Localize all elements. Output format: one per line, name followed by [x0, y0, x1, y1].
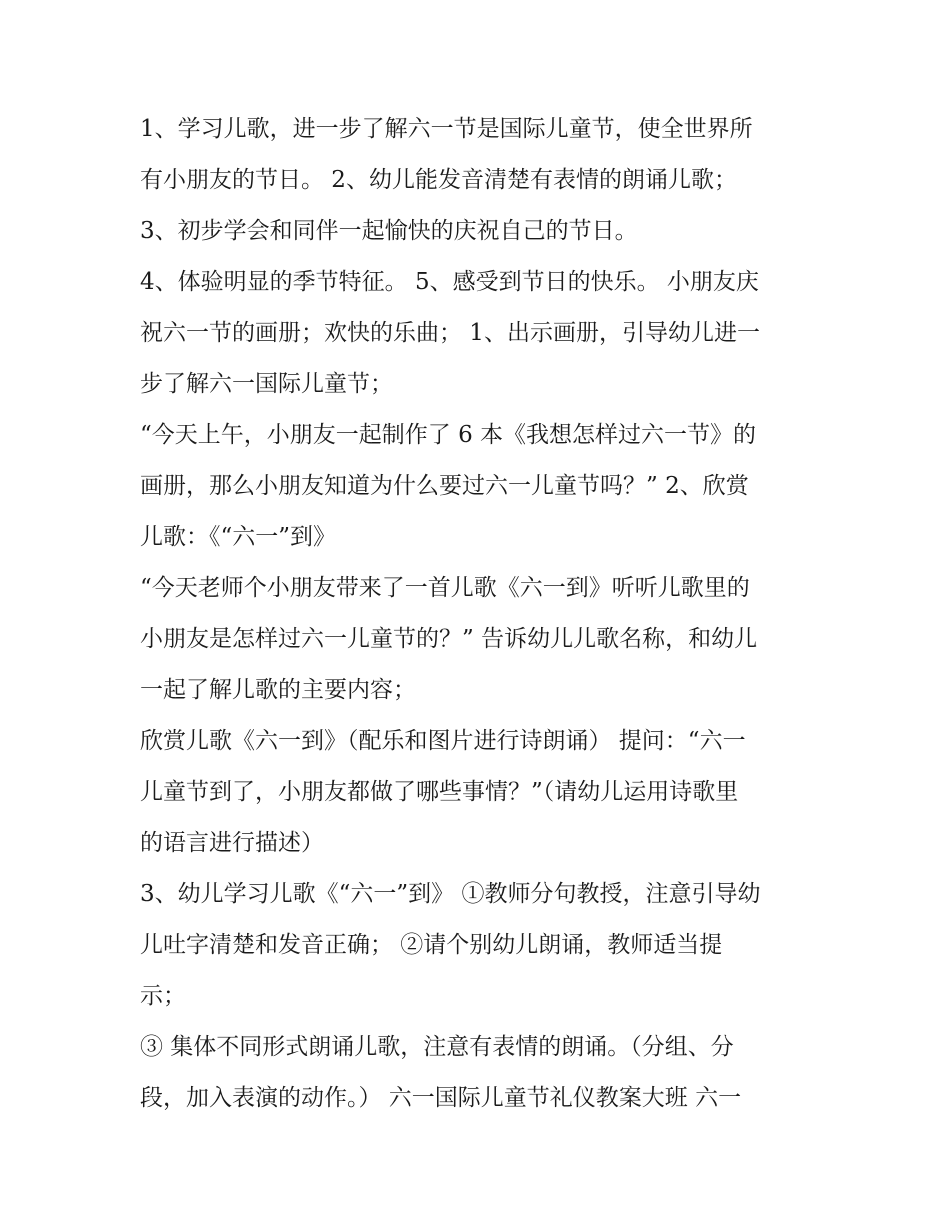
text-line: 儿歌：《“六一”到》	[140, 524, 337, 550]
text-line: 4、体验明显的季节特征。 5、感受到节日的快乐。 小朋友庆	[140, 269, 759, 295]
text-line: “今天老师个小朋友带来了一首儿歌《六一到》听听儿歌里的	[140, 575, 750, 601]
text-line: 3、幼儿学习儿歌《“六一”到》 ①教师分句教授，注意引导幼	[140, 881, 761, 907]
text-line: 示；	[140, 983, 186, 1009]
text-line: 儿吐字清楚和发音正确； ②请个别幼儿朗诵，教师适当提	[140, 932, 723, 958]
text-line: 小朋友是怎样过六一儿童节的？” 告诉幼儿儿歌名称，和幼儿	[140, 626, 758, 652]
document-body	[140, 104, 820, 1124]
text-line: 步了解六一国际儿童节；	[140, 371, 393, 397]
text-line: 欣赏儿歌《六一到》（配乐和图片进行诗朗诵） 提问：“六一	[140, 728, 746, 754]
text-line: 段，加入表演的动作。） 六一国际儿童节礼仪教案大班 六一	[140, 1085, 742, 1111]
text-line: “今天上午，小朋友一起制作了 6 本《我想怎样过六一节》的	[140, 422, 757, 448]
text-line: 一起了解儿歌的主要内容；	[140, 677, 416, 703]
text-line: 画册，那么小朋友知道为什么要过六一儿童节吗？” 2、欣赏	[140, 473, 749, 499]
text-line: 儿童节到了，小朋友都做了哪些事情？”（请幼儿运用诗歌里	[140, 779, 739, 805]
text-line: ③ 集体不同形式朗诵儿歌，注意有表情的朗诵。（分组、分	[140, 1034, 734, 1060]
text-line: 祝六一节的画册；欢快的乐曲； 1、出示画册，引导幼儿进一	[140, 320, 760, 346]
text-line: 的语言进行描述）	[140, 830, 324, 856]
text-line: 有小朋友的节日。 2、幼儿能发音清楚有表情的朗诵儿歌；	[140, 167, 737, 193]
text-line: 1、学习儿歌，进一步了解六一节是国际儿童节，使全世界所	[140, 116, 753, 142]
text-line: 3、初步学会和同伴一起愉快的庆祝自己的节日。	[140, 218, 638, 244]
